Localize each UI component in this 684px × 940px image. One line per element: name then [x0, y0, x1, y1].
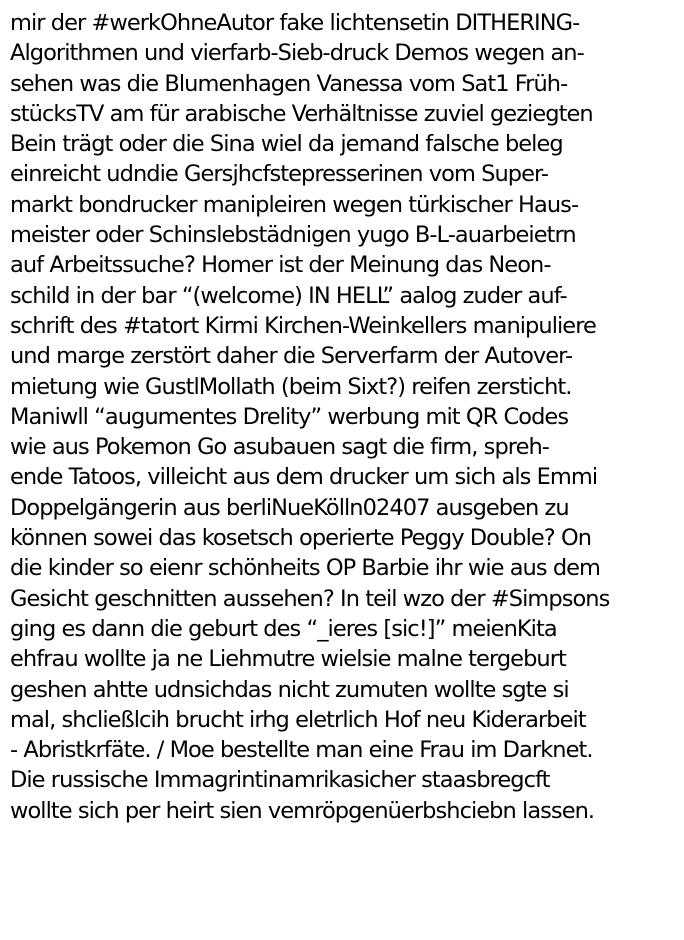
text-line: schild in der bar “(welcome) IN HELL” aalog zuder auf- [10, 282, 567, 309]
text-line: Gesicht geschnitten aussehen? In teil wzo der #Simpsons [10, 585, 610, 612]
text-line: schrift des #tatort Kirmi Kirchen-Weinkellers manipuliere [10, 312, 596, 339]
text-line: geshen ahtte udnsichdas nicht zumuten wollte sgte si [10, 676, 569, 703]
text-line: mietung wie GustlMollath (beim Sixt?) reifen zersticht. [10, 373, 572, 400]
text-line: markt bondrucker manipleiren wegen türkischer Haus- [10, 191, 579, 218]
text-line: und marge zerstört daher die Serverfarm der Autover- [10, 343, 573, 370]
text-line: wie aus Pokemon Go asubauen sagt die firm, spreh- [10, 434, 549, 461]
text-line: auf Arbeitssuche? Homer ist der Meinung das Neon- [10, 252, 551, 279]
text-line: Die russische Immagrintinamrikasicher staasbregcft [10, 767, 550, 794]
text-line: sehen was die Blumenhagen Vanessa vom Sat1 Früh- [10, 70, 568, 97]
text-line: Bein trägt oder die Sina wiel da jemand falsche beleg [10, 131, 563, 158]
text-line: Algorithmen und vierfarb-Sieb-druck Demos wegen an- [10, 40, 584, 67]
text-line: stücksTV am für arabische Verhältnisse zuviel geziegten [10, 100, 593, 127]
text-line: ende Tatoos, villeicht aus dem drucker um sich als Emmi [10, 464, 598, 491]
text-line: ging es dann die geburt des “_ieres [sic!]” meienKita [10, 615, 557, 642]
text-line: mal, shcließlcih brucht irhg eletrlich Hof neu Kiderarbeit [10, 706, 586, 733]
text-line: einreicht udndie Gersjhcfstepresserinen vom Super- [10, 161, 549, 188]
text-line: ehfrau wollte ja ne Liehmutre wielsie malne tergeburt [10, 646, 566, 673]
text-line: die kinder so eienr schönheits OP Barbie ihr wie aus dem [10, 555, 601, 582]
body-text [10, 8, 680, 826]
text-line: können sowei das kosetsch operierte Peggy Double? On [10, 525, 592, 552]
text-line: meister oder Schinslebstädnigen yugo B-L-auarbeietrn [10, 222, 576, 249]
text-line: - Abristkrfäte. / Moe bestellte man eine Frau im Darknet. [10, 737, 593, 764]
text-line: wollte sich per heirt sien vemröpgenüerbshciebn lassen. [10, 797, 595, 824]
text-line: mir der #werkOhneAutor fake lichtensetin DITHERING- [10, 10, 580, 36]
text-line: Maniwll “augumentes Drelity” werbung mit QR Codes [10, 403, 569, 430]
text-line: Doppelgängerin aus berliNueKölln02407 ausgeben zu [10, 494, 569, 521]
